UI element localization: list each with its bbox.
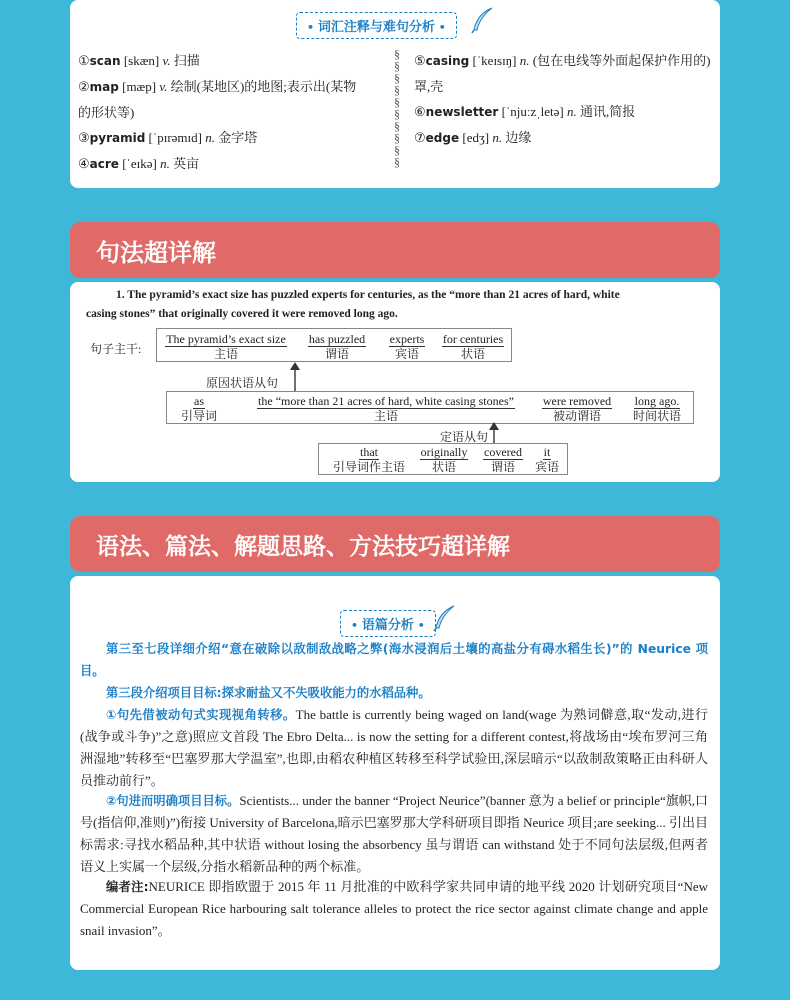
syntax-sentence (86, 286, 706, 324)
entry-pronunciation: [ˈeɪkə] (122, 156, 157, 171)
entry-word: newsletter (425, 105, 499, 119)
entry-word: scan (89, 54, 121, 68)
arrow-cause (288, 362, 302, 392)
quill-icon (432, 604, 456, 632)
entry-definition: 通讯,简报 (579, 104, 636, 119)
main-clause-box (156, 328, 512, 362)
entry-number: ① (78, 53, 90, 68)
entry-pronunciation: [ˈnjuːzˌletə] (501, 104, 564, 119)
attr-seg: originally 状语 (420, 445, 468, 474)
attr-seg: that 引导词作主语 (332, 445, 405, 474)
vocab-entry: 的形状等) (78, 105, 135, 120)
paragraph-5: 编者注:NEURICE 即指欧盟于 2015 年 11 月批准的中欧科学家共同申请的地平线 2020 计划研究项目“New Commercial European Rice harbouring salt tolerance alleles to protect the rice sector against climate change and apple snail invasion”。 (80, 879, 708, 938)
attr-seg: it 宾语 (534, 445, 559, 474)
entry-pronunciation: [ˈpɪrəmɪd] (148, 130, 202, 145)
entry-number: ③ (78, 130, 90, 145)
vocab-divider: § § § § § § § § § § (394, 47, 400, 169)
entry-pronunciation: [ˈkeɪsɪŋ] (472, 53, 517, 68)
entry-number: ④ (78, 156, 90, 171)
entry-pronunciation: [edʒ] (462, 130, 490, 145)
main-label: 句子主干: (90, 342, 142, 356)
discourse-chip-label: 语篇分析 (361, 618, 414, 633)
entry-definition: 金字塔 (218, 130, 258, 145)
entry-word: pyramid (89, 131, 146, 145)
cause-seg: the “more than 21 acres of hard, white casing stones” 主语 (258, 394, 514, 423)
entry-word: edge (425, 131, 460, 145)
entry-number: ② (78, 79, 90, 94)
vocab-entry (414, 99, 719, 125)
entry-definition: 英亩 (173, 156, 200, 171)
entry-word: acre (89, 157, 119, 171)
entry-definition: 边缘 (505, 130, 532, 145)
attr-label: 定语从句 (440, 430, 489, 444)
cause-seg: long ago. 时间状语 (632, 394, 681, 423)
quill-icon (470, 6, 494, 34)
main-seg: for centuries 状语 (442, 332, 504, 361)
vocab-chip-label: 词汇注释与难句分析 (317, 20, 435, 35)
main-seg: has puzzled 谓语 (308, 332, 366, 361)
vocab-chip: • 词汇注释与难句分析 • (296, 12, 457, 39)
vocab-entry (414, 125, 719, 151)
vocab-left (78, 48, 388, 177)
main-seg: experts 宾语 (389, 332, 425, 361)
cause-label: 原因状语从句 (206, 376, 279, 390)
vocab-entry (78, 151, 388, 177)
entry-word: map (89, 80, 119, 94)
entry-definition: (包在电线等外面起保护作用的) (532, 53, 711, 68)
entry-definition: 扫描 (173, 53, 200, 68)
entry-pos: v. (159, 79, 168, 94)
sentence-line-1: 1. The pyramid’s exact size has puzzled experts for centuries, as the “more than 21 acres of hard, white (116, 289, 620, 301)
entry-number: ⑦ (414, 130, 426, 145)
vocab-entry (78, 74, 388, 100)
entry-pos: n. (566, 104, 577, 119)
grammar-header-title: 语法、篇法、解题思路、方法技巧超详解 (96, 533, 510, 560)
entry-pos: n. (160, 156, 170, 171)
attr-clause-box (318, 443, 568, 475)
paragraph-4: ②句进而明确项目目标。Scientists... under the banner “Project Neurice”(banner 意为 a belief or principle“旗帜,口号(指信仰,准则)”)衔接 University of Barcelona,暗示巴塞罗那大学科研项目即指 Neurice 项目;are seeking... 引出目标需求:寻找水稻品种,其中状语 without losing the absorbency 虽与谓语 can withstand 处于不同句法层级,但两者语义上实属一个层级,分指水稻新品种的两个标准。 (80, 793, 708, 874)
entry-number: ⑤ (414, 53, 426, 68)
vocab-entry (78, 125, 388, 151)
paragraph-1: 第三至七段详细介绍“意在破除以敌制敌战略之弊(海水浸润后土壤的高盐分有碍水稻生长)”的 Neurice 项目。 (80, 642, 708, 678)
entry-pronunciation: [skæn] (123, 53, 160, 68)
syntax-header-title: 句法超详解 (96, 238, 216, 267)
paragraph-2: 第三段介绍项目目标:探求耐盐又不失吸收能力的水稻品种。 (106, 686, 431, 700)
entry-pronunciation: [mæp] (122, 79, 157, 94)
attr-seg: covered 谓语 (484, 445, 522, 474)
entry-number: ⑥ (414, 104, 426, 119)
vocab-entry (414, 48, 719, 74)
vocab-right (414, 48, 719, 151)
main-seg: The pyramid’s exact size 主语 (166, 332, 286, 361)
discourse-chip: • 语篇分析 • (340, 610, 436, 637)
entry-pos: n. (492, 130, 503, 145)
entry-pos: v. (162, 53, 171, 68)
syntax-header (70, 222, 720, 278)
entry-word: casing (425, 54, 470, 68)
cause-seg: as 引导词 (180, 394, 217, 423)
sentence-line-2: casing stones” that originally covered it were removed long ago. (86, 308, 398, 320)
arrow-attr (487, 422, 501, 444)
cause-seg: were removed 被动谓语 (542, 394, 612, 423)
vocab-entry: 罩,壳 (414, 79, 444, 94)
cause-clause-box (166, 391, 694, 424)
paragraph-3: ①句先借被动句式实现视角转移。The battle is currently being waged on land(wage 为熟词僻意,取“发动,进行(战争或斗争)”之意)照应文首段 The Ebro Delta... is now the setting for a different contest,将战场由“埃布罗河三角洲湿地”转移至“巴塞罗那大学温室”,也即,由稻农种植区转移至科学试验田,深层暗示“以敌制敌策略正由科研人员推动前行”。 (80, 707, 708, 788)
entry-pos: n. (519, 53, 530, 68)
vocab-entry (78, 48, 388, 74)
entry-pos: n. (205, 130, 215, 145)
entry-definition: 绘制(某地区)的地图;表示出(某物 (170, 79, 357, 94)
grammar-header (70, 516, 720, 572)
